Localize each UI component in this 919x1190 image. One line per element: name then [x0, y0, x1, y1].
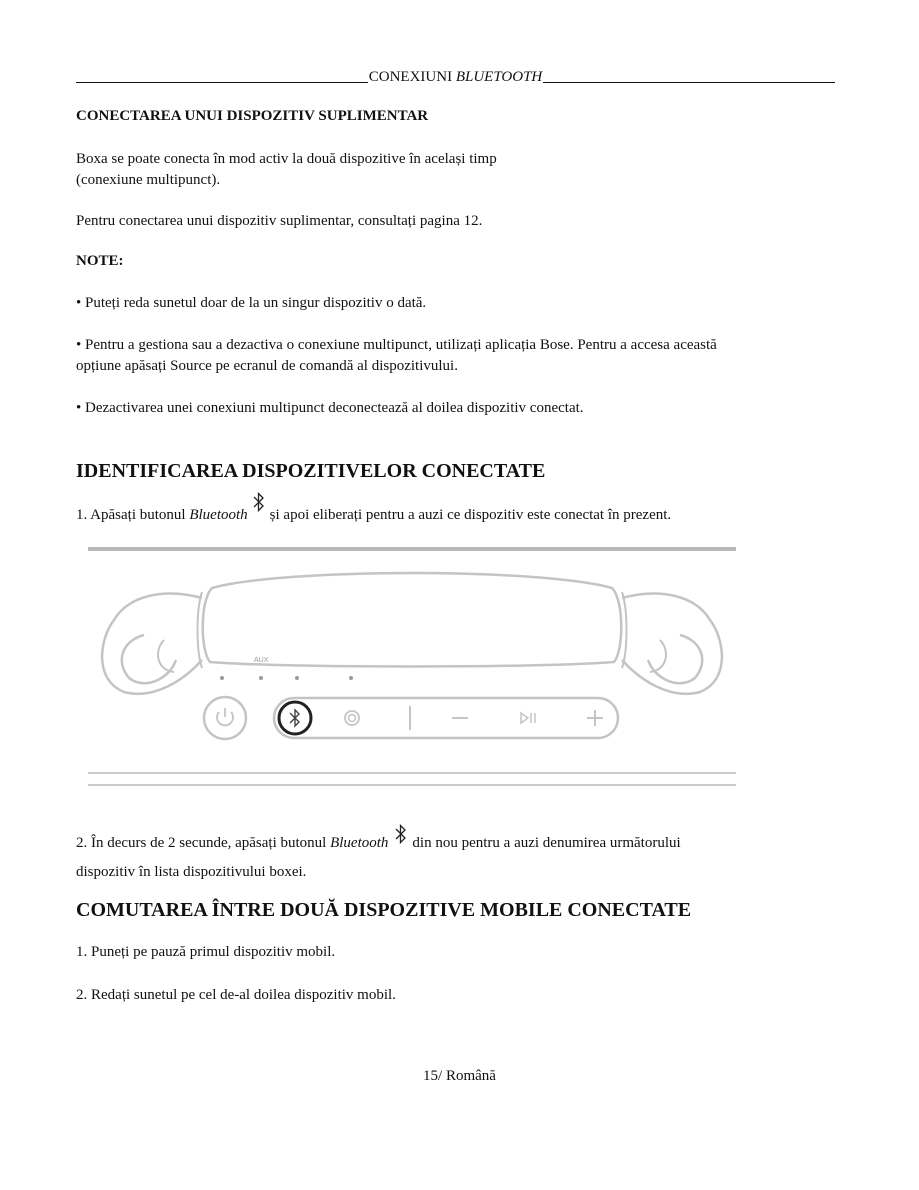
note-item: • Pentru a gestiona sau a dezactiva o conexiune multipunct, utilizați aplicația Bose. Pentru a accesa această opțiune apăsați Source pe ecranul de comandă al dispozitivului.	[76, 337, 717, 374]
page-header	[76, 66, 835, 86]
indicator-light	[295, 676, 299, 680]
speaker-illustration	[84, 540, 740, 800]
switch-step-2: 2. Redați sunetul pe cel de-al doilea dispozitiv mobil.	[76, 987, 396, 1003]
indicator-light	[349, 676, 353, 680]
header-rule-right	[543, 82, 835, 83]
section-heading-switch: COMUTAREA ÎNTRE DOUĂ DISPOZITIVE MOBILE CONECTATE	[76, 899, 692, 921]
note-item: • Puteți reda sunetul doar de la un singur dispozitiv o dată.	[76, 295, 427, 311]
multipoint-paragraph: Boxa se poate conecta în mod activ la două dispozitive în același timp (conexiune multipunct).	[76, 151, 497, 188]
switch-step-1: 1. Puneți pe pauză primul dispozitiv mobil.	[76, 944, 336, 960]
power-button	[204, 697, 246, 739]
aux-label: AUX	[254, 657, 269, 664]
play-pause-button	[521, 713, 528, 723]
control-strip	[274, 698, 618, 738]
header-title: CONEXIUNI BLUETOOTH	[368, 69, 543, 85]
section-heading-identify: IDENTIFICAREA DISPOZITIVELOR CONECTATE	[76, 460, 546, 482]
see-page-paragraph: Pentru conectarea unui dispozitiv suplimentar, consultați pagina 12.	[76, 213, 483, 229]
step-1: 1. Apăsați butonul Bluetooth și apoi eliberați pentru a auzi ce dispozitiv este conectat în prezent.	[76, 505, 856, 534]
section-heading-additional-device: CONECTAREA UNUI DISPOZITIV SUPLIMENTAR	[76, 108, 429, 124]
right-strap	[622, 594, 722, 694]
source-button	[345, 711, 359, 725]
indicator-light	[220, 676, 224, 680]
bluetooth-icon	[252, 491, 266, 520]
note-item: • Dezactivarea unei conexiuni multipunct deconectează al doilea dispozitiv conectat.	[76, 400, 584, 416]
speaker-handle	[203, 573, 622, 667]
notes-heading: NOTE:	[76, 253, 124, 269]
indicator-light	[259, 676, 263, 680]
page-number: 15/ Română	[423, 1068, 496, 1084]
left-strap	[102, 594, 202, 694]
header-rule-left	[76, 82, 368, 83]
bluetooth-icon	[394, 823, 408, 852]
step-2: 2. În decurs de 2 secunde, apăsați butonul Bluetooth din nou pentru a auzi denumirea următorului dispozitiv în lista dispozitivului boxei.	[76, 833, 856, 883]
